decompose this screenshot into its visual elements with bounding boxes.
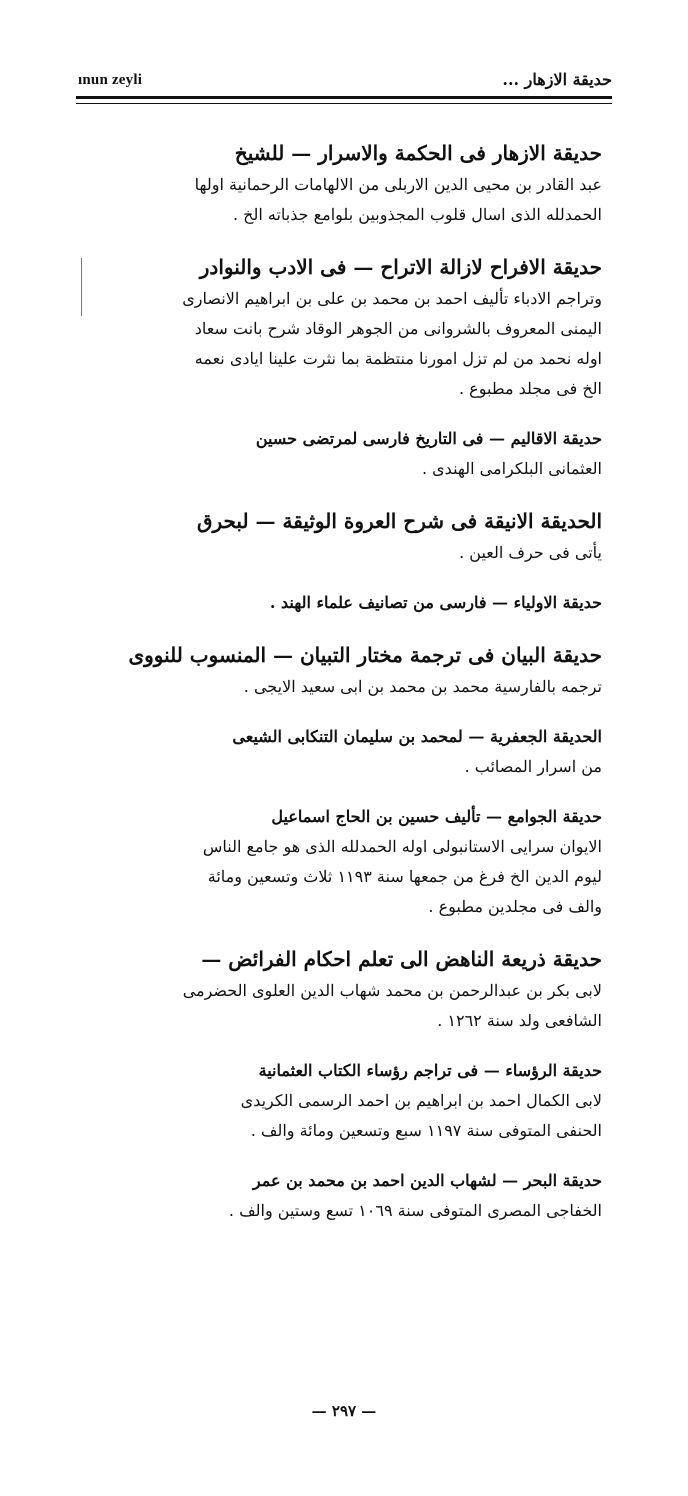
entry-text-line: ليوم الدين الخ فرغ من جمعها سنة ١١٩٣ ثلاث وتسعين ومائة <box>207 867 602 886</box>
entry-text-line: الشافعى ولد سنة ١٢٦٢ . <box>437 1011 602 1030</box>
entry-text-line: الحمدلله الذى اسال قلوب المجذوبين بلوامع جذباته الخ . <box>232 205 602 224</box>
dictionary-entry <box>100 1056 602 1146</box>
entry-text-line: لابى بكر بن عبدالرحمن بن محمد شهاب الدين العلوى الحضرمى <box>182 981 602 1000</box>
entry-text-line: الخفاجى المصرى المتوفى سنة ١٠٦٩ تسع وستين والف . <box>228 1201 602 1220</box>
entry-text-line: من اسرار المصائب . <box>464 757 602 776</box>
header-rule-thin <box>76 103 612 104</box>
entry-text-line: اوله نحمد من لم تزل امورنا منتظمة بما نثرت علينا ايادى نعمه <box>194 349 602 368</box>
entry-text-line: يأتى فى حرف العين . <box>459 543 602 562</box>
dictionary-entry <box>100 504 602 568</box>
dictionary-entry <box>100 250 602 404</box>
running-header-left: ınun zeyli <box>78 72 143 88</box>
margin-mark <box>81 258 82 316</box>
entry-text-line: الحنفى المتوفى سنة ١١٩٧ سبع وتسعين ومائة والف . <box>250 1121 602 1140</box>
entry-text-line: اليمنى المعروف بالشروانى من الجوهر الوقاد شرح بانت سعاد <box>194 319 602 338</box>
entry-text-line: عبد القادر بن محيى الدين الاربلى من الالهامات الرحمانية اولها <box>194 175 602 194</box>
entry-title-line: حديقة البحر — لشهاب الدين احمد بن محمد بن عمر <box>252 1171 602 1190</box>
dictionary-entry <box>100 424 602 484</box>
entry-title-line: حديقة البيان فى ترجمة مختار التبيان — المنسوب للنووى <box>128 643 602 667</box>
entry-text-line: الخ فى مجلد مطبوع . <box>459 379 602 398</box>
entry-text-line: والف فى مجلدين مطبوع . <box>428 897 602 916</box>
entry-title-line: حديقة ذريعة الناهض الى تعلم احكام الفرائض — <box>201 947 602 971</box>
entry-title-line: حديقة الاقاليم — فى التاريخ فارسى لمرتضى حسين <box>255 429 602 448</box>
entry-title-line: الحديقة الجعفرية — لمحمد بن سليمان التنكابى الشيعى <box>232 727 602 746</box>
dictionary-entry <box>100 638 602 702</box>
dictionary-entry <box>100 588 602 618</box>
entry-text-line: وتراجم الادباء تأليف احمد بن محمد بن على بن ابراهيم الانصارى <box>182 289 602 308</box>
dictionary-entry <box>100 802 602 922</box>
entries-list <box>100 136 602 1246</box>
page-number: — ٢٩٧ — <box>311 1402 377 1420</box>
header-rule-thick <box>76 96 612 99</box>
entry-title-line: حديقة الاولياء — فارسى من تصانيف علماء الهند . <box>269 593 602 612</box>
running-header-right: حديقة الازهار ... <box>502 70 612 89</box>
dictionary-entry <box>100 722 602 782</box>
entry-text-line: لابى الكمال احمد بن ابراهيم بن احمد الرسمى الكريدى <box>240 1091 602 1110</box>
entry-text-line: ترجمه بالفارسية محمد بن محمد بن ابى سعيد الايجى . <box>243 677 602 696</box>
entry-title-line: حديقة الرؤساء — فى تراجم رؤساء الكتاب العثمانية <box>258 1061 602 1080</box>
entry-title-line: حديقة الافراح لازالة الاتراح — فى الادب والنوادر <box>199 255 602 279</box>
dictionary-entry <box>100 136 602 230</box>
entry-text-line: الايوان سرايى الاستانبولى اوله الحمدلله الذى هو جامع الناس <box>202 837 602 856</box>
entry-title-line: الحديقة الانيقة فى شرح العروة الوثيقة — لبحرق <box>196 509 602 533</box>
dictionary-entry <box>100 942 602 1036</box>
entry-text-line: العثمانى البلكرامى الهندى . <box>421 459 602 478</box>
entry-title-line: حديقة الازهار فى الحكمة والاسرار — للشيخ <box>234 141 602 165</box>
dictionary-entry <box>100 1166 602 1226</box>
entry-title-line: حديقة الجوامع — تأليف حسين بن الحاج اسماعيل <box>271 807 602 826</box>
